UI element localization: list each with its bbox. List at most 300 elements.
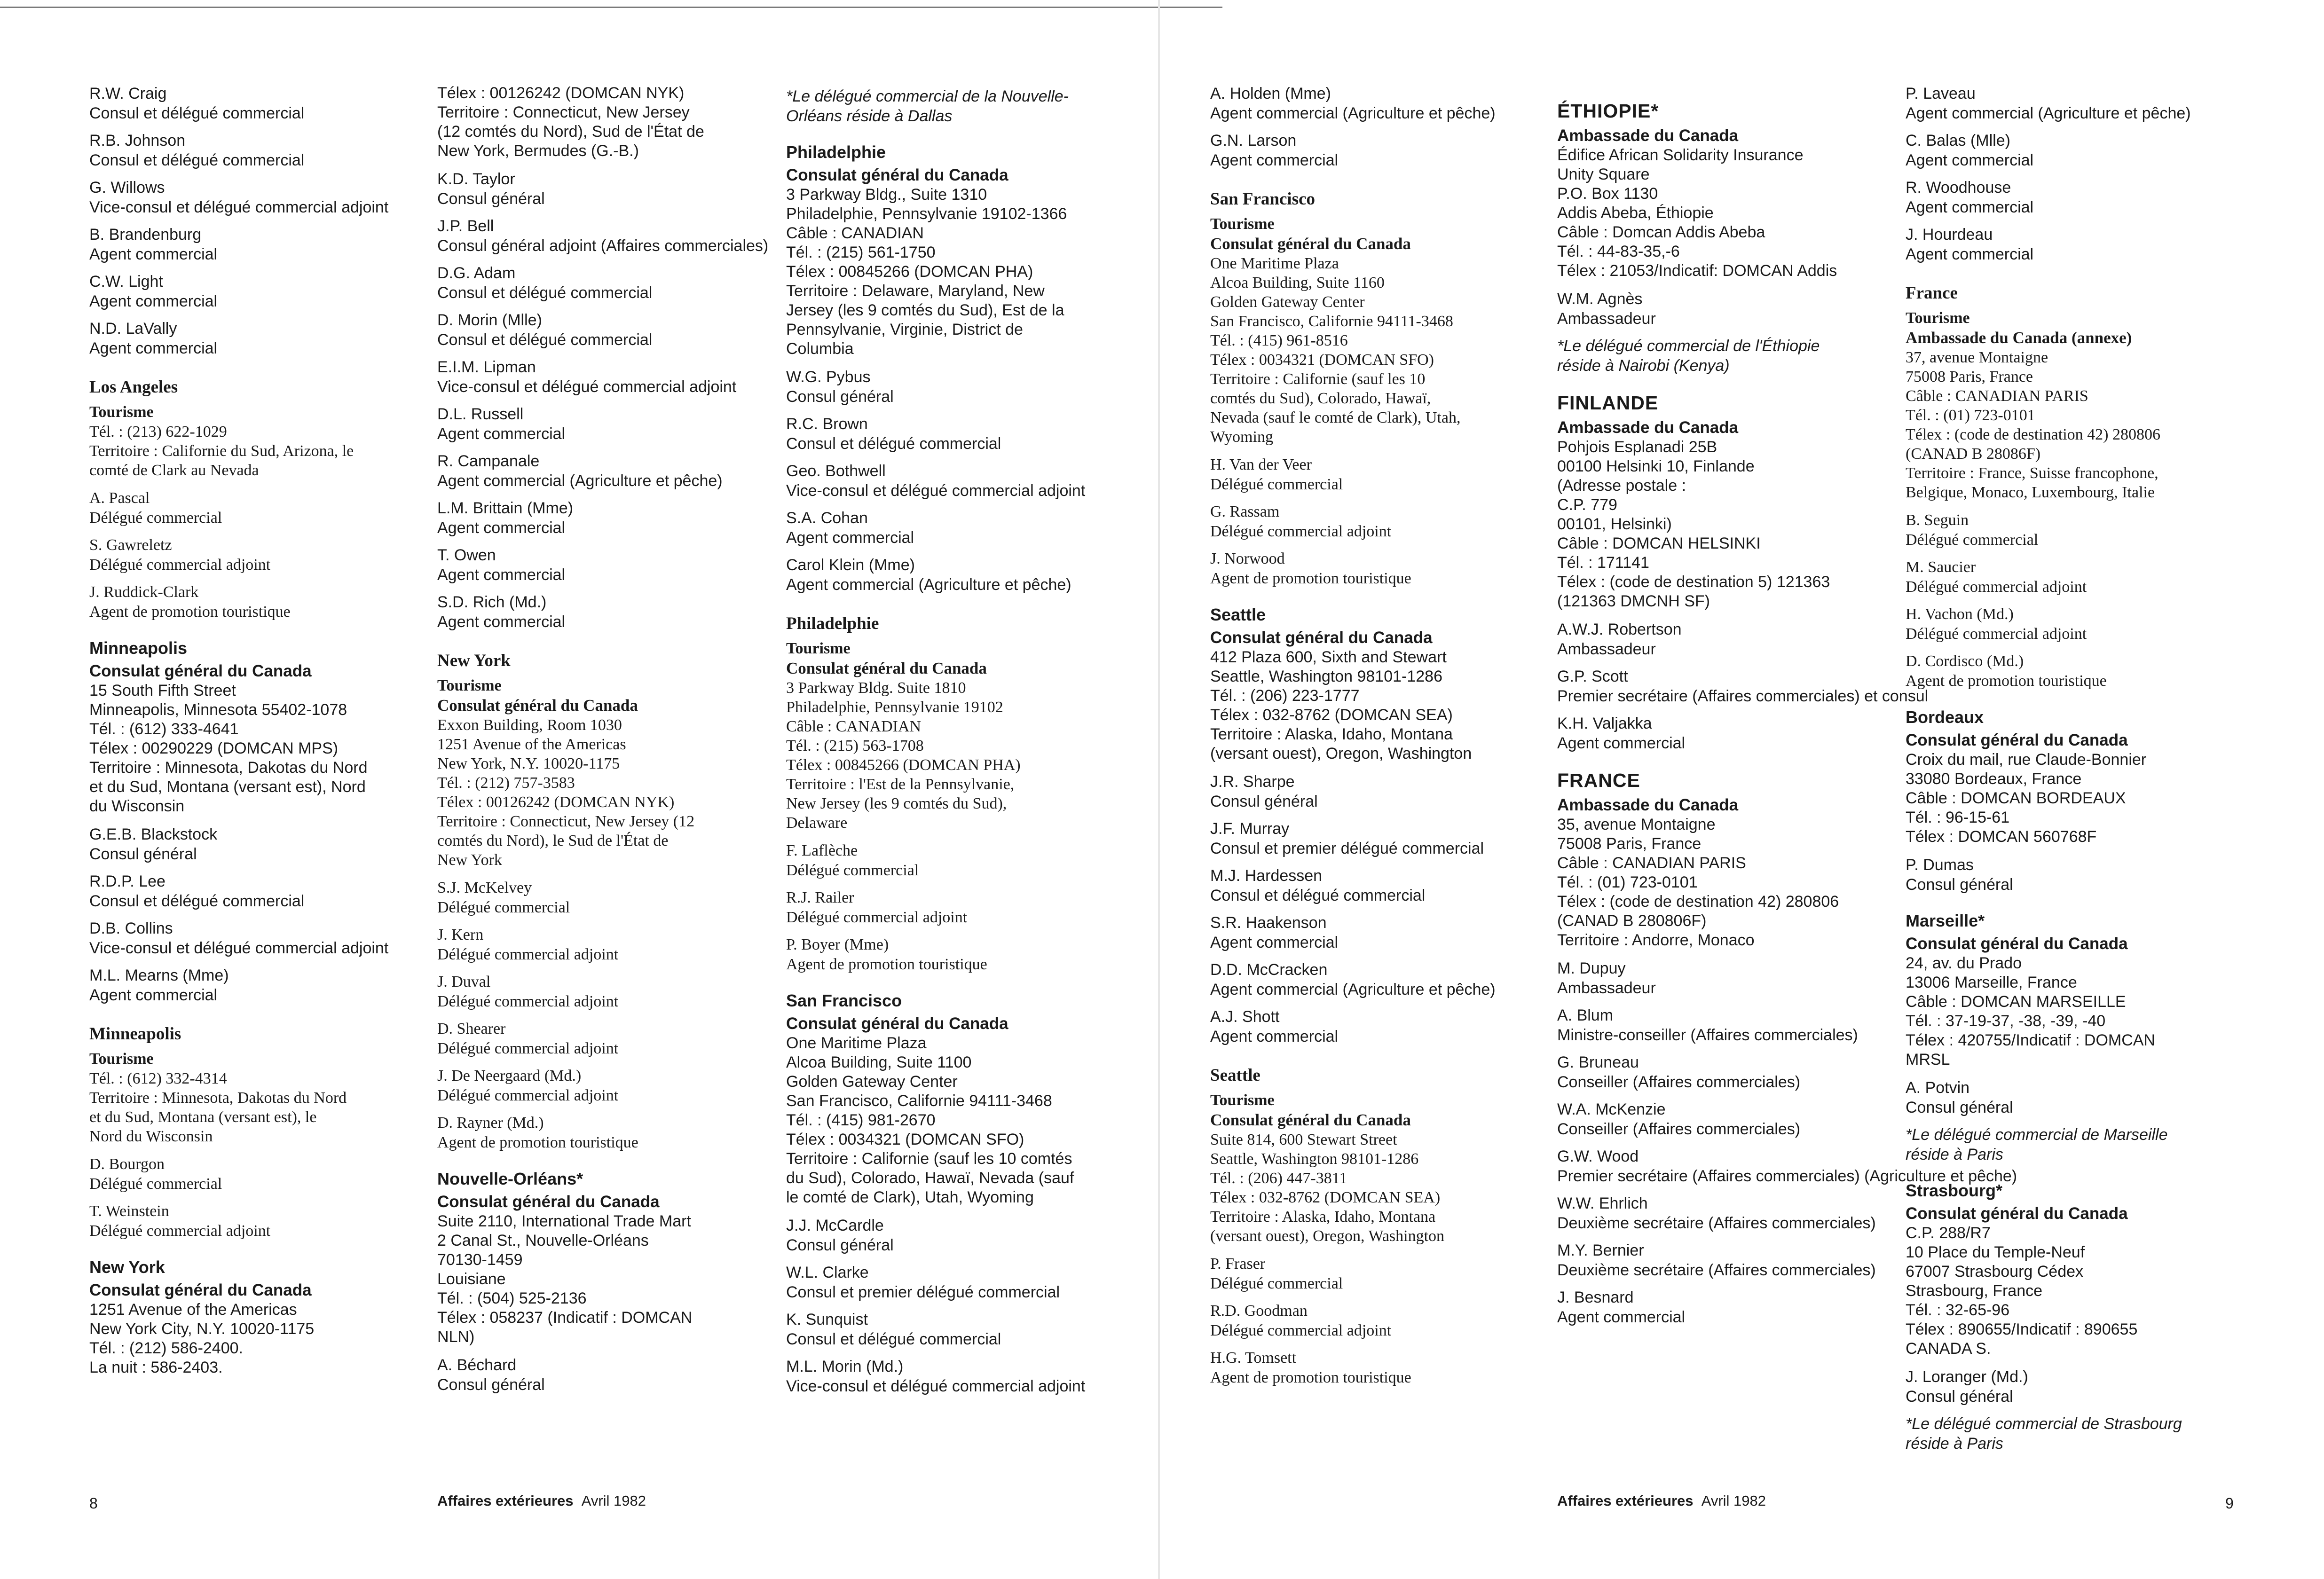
staff-role: Agent de promotion touristique [1210, 1369, 1411, 1386]
staff-name: M.L. Mearns (Mme) [89, 966, 229, 984]
address-line: et du Sud, Montana (versant est), le [89, 1108, 317, 1126]
staff-entry [437, 972, 785, 1012]
staff-role: Agent commercial [89, 245, 218, 263]
staff-role: Consul et premier délégué commercial [786, 1283, 1060, 1301]
page-number-left: 8 [89, 1495, 98, 1512]
address-line: Édifice African Solidarity Insurance [1557, 146, 1804, 164]
staff-role: Agent commercial [786, 529, 914, 547]
address-line: 37, avenue Montaigne [1906, 349, 2048, 366]
office-block [786, 639, 1134, 833]
city-heading: San Francisco [1210, 189, 1316, 209]
address-line: Télex : 00126242 (DOMCAN NYK) [437, 84, 685, 102]
staff-role: Délégué commercial [89, 1175, 222, 1193]
staff-name: D. Rayner (Md.) [437, 1114, 544, 1131]
address-line: Câble : CANADIAN PARIS [1906, 387, 2088, 405]
address-line: Télex : 00845266 (DOMCAN PHA) [786, 263, 1033, 281]
staff-role: Délégué commercial adjoint [1210, 523, 1392, 540]
staff-entry [1906, 84, 2253, 123]
staff-entry [1557, 1288, 1905, 1327]
staff-name: J. Ruddick-Clark [89, 583, 199, 601]
footnote-line: réside à Nairobi (Kenya) [1557, 357, 1730, 375]
country-heading: FRANCE [1557, 770, 1640, 791]
staff-entry [1557, 958, 1905, 998]
footnote-line: réside à Paris [1906, 1435, 2003, 1453]
address-line: Tél. : (01) 723-0101 [1557, 873, 1698, 891]
address-line: Strasbourg, France [1906, 1282, 2043, 1300]
staff-entry [1210, 131, 1558, 170]
staff-role: Agent commercial [1210, 151, 1339, 169]
staff-entry [1557, 667, 1929, 706]
office-block [437, 1192, 785, 1347]
staff-role: Deuxième secrétaire (Affaires commerciales) [1557, 1261, 1876, 1279]
country-heading: FINLANDE [1557, 392, 1659, 414]
staff-entry [89, 272, 437, 311]
staff-role: Consul et délégué commercial [89, 104, 305, 122]
staff-role: Délégué commercial adjoint [1906, 625, 2087, 643]
staff-name: A.J. Shott [1210, 1008, 1280, 1026]
office-name: Consulat général du Canada [89, 662, 312, 680]
staff-entry [1210, 772, 1558, 811]
staff-role: Agent commercial [89, 339, 218, 357]
staff-role: Consul général [1906, 876, 2013, 894]
office-name: Ambassade du Canada [1557, 126, 1739, 145]
address-line: Territoire : Minnesota, Dakotas du Nord [89, 1089, 347, 1107]
staff-name: R.C. Brown [786, 415, 868, 433]
footnote [1906, 1414, 2253, 1453]
address-line: Télex : 032-8762 (DOMCAN SEA) [1210, 706, 1453, 724]
address-line: Territoire : France, Suisse francophone, [1906, 464, 2159, 482]
staff-role: Consul général [437, 1376, 545, 1394]
address-line: Tél. : 32-65-96 [1906, 1301, 2010, 1319]
staff-name: C. Balas (Mlle) [1906, 132, 2010, 149]
staff-name: D.L. Russell [437, 405, 524, 423]
staff-entry [786, 508, 1134, 548]
staff-entry [89, 131, 437, 170]
address-line: Télex : 420755/Indicatif : DOMCAN [1906, 1031, 2156, 1049]
address-line: La nuit : 586-2403. [89, 1359, 223, 1376]
address-line: C.P. 779 [1557, 496, 1617, 514]
address-line: New York City, N.Y. 10020-1175 [89, 1320, 315, 1338]
office-block [89, 1049, 437, 1146]
staff-role: Ambassadeur [1557, 979, 1656, 997]
address-line: 13006 Marseille, France [1906, 974, 2077, 991]
staff-entry [437, 592, 785, 632]
address-line: Addis Abeba, Éthiopie [1557, 204, 1714, 222]
staff-name: S. Gawreletz [89, 536, 172, 554]
address-line: du Wisconsin [89, 797, 185, 815]
staff-entry [437, 1066, 785, 1106]
office-block [1557, 418, 1905, 611]
staff-entry [1210, 549, 1558, 589]
office-block [1906, 308, 2253, 502]
address-line: 67007 Strasbourg Cédex [1906, 1263, 2084, 1280]
address-line: Câble : CANADIAN [786, 718, 922, 735]
address-line: Câble : DOMCAN MARSEILLE [1906, 993, 2126, 1011]
footnote-line: *Le délégué commercial de l'Éthiopie [1557, 337, 1820, 355]
address-line: Territoire : Andorre, Monaco [1557, 931, 1755, 949]
staff-entry [437, 1019, 785, 1059]
country-heading: ÉTHIOPIE* [1557, 100, 1659, 122]
staff-name: W.W. Ehrlich [1557, 1194, 1648, 1212]
staff-role: Délégué commercial adjoint [437, 946, 619, 963]
address-line: (12 comtés du Nord), Sud de l'État de [437, 123, 704, 141]
staff-entry [1210, 455, 1558, 495]
staff-role: Consul général [786, 388, 894, 406]
address-line: New York [437, 851, 502, 869]
address-line: (CANAD B 28086F) [1906, 445, 2041, 463]
address-line: 24, av. du Prado [1906, 954, 2022, 972]
staff-name: H. Van der Veer [1210, 456, 1312, 473]
staff-role: Délégué commercial adjoint [89, 556, 271, 573]
staff-name: R. Campanale [437, 452, 540, 470]
staff-entry [786, 414, 1134, 454]
address-line: 70130-1459 [437, 1251, 523, 1269]
staff-name: J. Besnard [1557, 1288, 1634, 1306]
page-number-right: 9 [2225, 1495, 2234, 1512]
staff-name: M.J. Hardessen [1210, 867, 1323, 885]
staff-role: Ambassadeur [1557, 640, 1656, 658]
office-name: Consulat général du Canada [786, 659, 987, 677]
address-line: 75008 Paris, France [1557, 835, 1702, 853]
address-line: Télex : 00845266 (DOMCAN PHA) [786, 756, 1021, 774]
staff-role: Délégué commercial adjoint [437, 993, 619, 1010]
address-line: 3 Parkway Bldg. Suite 1810 [786, 679, 966, 697]
staff-name: P. Laveau [1906, 85, 1976, 102]
city-heading: Marseille* [1906, 911, 1985, 930]
address-line: Tél. : (415) 961-8516 [1210, 332, 1348, 349]
staff-role: Délégué commercial adjoint [1210, 1322, 1392, 1339]
staff-role: Consul et délégué commercial [89, 892, 305, 910]
address-line: comtés du Nord), le Sud de l'État de [437, 832, 669, 849]
address-line: San Francisco, Californie 94111-3468 [786, 1092, 1052, 1110]
office-name: Consulat général du Canada [1906, 1204, 2128, 1223]
address-line: Tél. : (504) 525-2136 [437, 1289, 587, 1307]
staff-role: Consul général [1906, 1388, 2013, 1406]
staff-role: Premier secrétaire (Affaires commerciales) (Agriculture et pêche) [1557, 1167, 2017, 1185]
city-heading: Minneapolis [89, 638, 188, 658]
office-block [1210, 1091, 1558, 1246]
address-line: Alcoa Building, Suite 1160 [1210, 274, 1385, 291]
address-line: Télex : DOMCAN 560768F [1906, 828, 2097, 846]
staff-name: W.M. Agnès [1557, 290, 1643, 308]
city-heading: Philadelphie [786, 142, 886, 162]
address-line: Suite 2110, International Trade Mart [437, 1212, 691, 1230]
address-line: Télex : 00126242 (DOMCAN NYK) [437, 793, 675, 811]
address-line: et du Sud, Montana (versant est), Nord [89, 778, 366, 796]
staff-role: Agent de promotion touristique [1210, 570, 1411, 587]
address-line: C.P. 288/R7 [1906, 1224, 1991, 1242]
staff-role: Agent de promotion touristique [437, 1134, 638, 1151]
staff-name: L.M. Brittain (Mme) [437, 499, 574, 517]
staff-entry [1906, 558, 2253, 597]
staff-entry [437, 545, 785, 585]
address-line: Tél. : (01) 723-0101 [1906, 407, 2035, 424]
address-line: Louisiane [437, 1270, 506, 1288]
staff-role: Délégué commercial [1210, 476, 1343, 493]
address-line: Territoire : Connecticut, New Jersey [437, 103, 690, 121]
staff-name: G. Willows [89, 179, 165, 196]
address-line: Tél. : 171141 [1557, 554, 1649, 572]
staff-entry [89, 225, 437, 264]
staff-name: P. Boyer (Mme) [786, 936, 889, 953]
address-line: Tél. : 44-83-35,-6 [1557, 243, 1680, 260]
staff-name: Geo. Bothwell [786, 462, 886, 480]
staff-entry [1906, 855, 2253, 895]
staff-role: Agent de promotion touristique [1906, 672, 2107, 690]
staff-role: Agent de promotion touristique [786, 956, 987, 973]
address-line: (CANAD B 280806F) [1557, 912, 1707, 930]
city-heading: San Francisco [786, 991, 902, 1010]
address-line: MRSL [1906, 1051, 1950, 1068]
staff-name: R.D.P. Lee [89, 872, 165, 890]
address-line: Golden Gateway Center [1210, 293, 1365, 311]
footnote-line: *Le délégué commercial de Strasbourg [1906, 1415, 2182, 1433]
staff-name: W.G. Pybus [786, 368, 871, 386]
staff-entry [437, 404, 785, 444]
staff-name: G. Bruneau [1557, 1053, 1639, 1071]
staff-entry [1210, 1007, 1558, 1046]
city-heading: Bordeaux [1906, 707, 1984, 727]
staff-name: J. Duval [437, 973, 491, 990]
staff-entry [1557, 714, 1905, 753]
office-block [89, 1280, 437, 1377]
staff-name: R. Woodhouse [1906, 179, 2011, 196]
scan-top-rule [0, 7, 1222, 8]
staff-entry [786, 935, 1134, 974]
address-line: 15 South Fifth Street [89, 682, 236, 699]
staff-entry [786, 461, 1134, 501]
footnote [1557, 336, 1905, 376]
address-line: (versant ouest), Oregon, Washington [1210, 745, 1472, 762]
address-line: 00101, Helsinki) [1557, 515, 1672, 533]
office-name: Consulat général du Canada [1210, 1111, 1411, 1129]
staff-name: D. Bourgon [89, 1155, 165, 1173]
staff-entry [1906, 511, 2253, 550]
address-line: 75008 Paris, France [1906, 368, 2033, 385]
staff-name: J. Loranger (Md.) [1906, 1368, 2028, 1386]
staff-role: Délégué commercial adjoint [786, 909, 968, 926]
city-heading: Strasbourg* [1906, 1181, 2003, 1200]
staff-name: R.W. Craig [89, 85, 167, 102]
staff-name: G.W. Wood [1557, 1147, 1639, 1165]
address-line: Territoire : Connecticut, New Jersey (12 [437, 813, 695, 830]
staff-role: Deuxième secrétaire (Affaires commerciales) [1557, 1214, 1876, 1232]
address-line: 35, avenue Montaigne [1557, 816, 1716, 833]
address-line: Télex : 0034321 (DOMCAN SFO) [1210, 351, 1434, 369]
staff-entry [89, 966, 437, 1005]
address-line: Territoire : Minnesota, Dakotas du Nord [89, 759, 368, 777]
page-8-column-1 [89, 84, 437, 1386]
address-line: Tél. : (415) 981-2670 [786, 1111, 936, 1129]
staff-role: Consul et délégué commercial [786, 435, 1001, 453]
staff-entry [786, 1357, 1134, 1396]
staff-name: E.I.M. Lipman [437, 358, 536, 376]
staff-name: D. Cordisco (Md.) [1906, 652, 2024, 670]
office-subheading: Tourisme [1210, 1092, 1275, 1109]
staff-role: Consul général [89, 845, 197, 863]
footnote [1906, 1125, 2253, 1164]
staff-name: J. Hourdeau [1906, 226, 1993, 244]
footnote-line: *Le délégué commercial de Marseille [1906, 1126, 2168, 1144]
address-line: 1251 Avenue of the Americas [89, 1301, 297, 1319]
office-block [89, 402, 437, 480]
address-line: Tél. : (206) 447-3811 [1210, 1170, 1347, 1187]
city-heading: New York [437, 651, 511, 670]
staff-role: Délégué commercial [1906, 531, 2039, 549]
address-line: Seattle, Washington 98101-1286 [1210, 1150, 1419, 1168]
address-line: Tél. : (215) 563-1708 [786, 737, 924, 754]
address-line: Golden Gateway Center [786, 1073, 958, 1091]
staff-entry [786, 1216, 1134, 1255]
staff-name: B. Seguin [1906, 511, 1969, 529]
office-name: Ambassade du Canada [1557, 418, 1739, 437]
staff-name: R.J. Railer [786, 889, 854, 906]
address-line: San Francisco, Californie 94111-3468 [1210, 313, 1453, 330]
staff-entry [437, 451, 785, 491]
staff-entry [1906, 605, 2253, 644]
address-line: New York, Bermudes (G.-B.) [437, 142, 639, 160]
staff-role: Ambassadeur [1557, 310, 1656, 328]
address-line: Territoire : l'Est de la Pennsylvanie, [786, 776, 1015, 793]
staff-entry [786, 841, 1134, 880]
staff-role: Conseiller (Affaires commerciales) [1557, 1073, 1801, 1091]
staff-role: Délégué commercial adjoint [437, 1040, 619, 1057]
staff-entry [437, 1113, 785, 1153]
staff-entry [89, 1155, 437, 1194]
staff-entry [89, 825, 437, 864]
office-name: Consulat général du Canada [1210, 235, 1411, 253]
city-heading: Philadelphie [786, 614, 879, 633]
address-line: Seattle, Washington 98101-1286 [1210, 668, 1442, 685]
staff-role: Agent commercial (Agriculture et pêche) [786, 576, 1071, 594]
staff-name: H. Vachon (Md.) [1906, 605, 2014, 623]
staff-entry [89, 535, 437, 575]
page-gutter [1158, 0, 1160, 1579]
staff-name: S.J. McKelvey [437, 879, 532, 896]
staff-entry [1210, 960, 1558, 999]
footer-right [1557, 1493, 1766, 1509]
staff-name: T. Weinstein [89, 1202, 169, 1220]
staff-role: Ministre-conseiller (Affaires commerciales) [1557, 1026, 1858, 1044]
staff-role: Vice-consul et délégué commercial adjoint [89, 939, 389, 957]
staff-name: T. Owen [437, 546, 496, 564]
staff-role: Consul général [1210, 793, 1318, 810]
city-heading: France [1906, 283, 1958, 303]
address-line: Tél. : (612) 332-4314 [89, 1070, 227, 1087]
staff-role: Consul et délégué commercial [437, 331, 653, 349]
address-line: Tél. : 96-15-61 [1906, 809, 2010, 826]
page-9-column-1 [1210, 84, 1558, 1395]
staff-entry [786, 888, 1134, 927]
staff-name: A. Holden (Mme) [1210, 85, 1331, 102]
address-line: Territoire : Californie du Sud, Arizona, le [89, 442, 354, 460]
staff-role: Consul général [1906, 1099, 2013, 1116]
address-line: Tél. : (612) 333-4641 [89, 720, 239, 738]
staff-role: Conseiller (Affaires commerciales) [1557, 1120, 1801, 1138]
staff-entry [89, 319, 437, 358]
address-line: P.O. Box 1130 [1557, 185, 1658, 203]
staff-name: D.D. McCracken [1210, 961, 1328, 979]
staff-entry [1557, 620, 1905, 659]
address-line: Croix du mail, rue Claude-Bonnier [1906, 751, 2147, 769]
office-block [437, 676, 785, 870]
staff-name: D. Morin (Mlle) [437, 311, 542, 329]
address-line: Télex : 0034321 (DOMCAN SFO) [786, 1131, 1024, 1148]
footnote [786, 86, 1134, 126]
staff-entry [1906, 178, 2253, 217]
staff-role: Consul général adjoint (Affaires commerciales) [437, 237, 769, 255]
staff-name: Carol Klein (Mme) [786, 556, 915, 574]
staff-entry [437, 925, 785, 965]
staff-role: Délégué commercial [89, 509, 222, 526]
staff-role: Consul et délégué commercial [437, 284, 653, 302]
staff-role: Agent commercial [89, 292, 218, 310]
staff-entry [1210, 913, 1558, 952]
staff-name: H.G. Tomsett [1210, 1349, 1297, 1367]
staff-entry [437, 498, 785, 538]
staff-entry [786, 1310, 1134, 1349]
address-line: 3 Parkway Bldg., Suite 1310 [786, 186, 987, 204]
address-line: Télex : 00290229 (DOMCAN MPS) [89, 739, 339, 757]
staff-role: Agent commercial (Agriculture et pêche) [1210, 981, 1496, 998]
staff-role: Vice-consul et délégué commercial adjoint [786, 482, 1086, 500]
staff-name: P. Dumas [1906, 856, 1974, 874]
office-name: Consulat général du Canada [1906, 935, 2128, 953]
staff-name: G.N. Larson [1210, 132, 1297, 149]
staff-name: W.L. Clarke [786, 1264, 869, 1281]
staff-entry [89, 1202, 437, 1241]
address-line: Nevada (sauf le comté de Clark), Utah, [1210, 409, 1461, 426]
address-line: comté de Clark au Nevada [89, 462, 259, 479]
staff-entry [89, 582, 437, 622]
staff-entry [1906, 225, 2253, 264]
city-heading: Minneapolis [89, 1024, 181, 1044]
address-line: (Adresse postale : [1557, 477, 1686, 495]
staff-role: Agent commercial (Agriculture et pêche) [1210, 104, 1496, 122]
office-name: Consulat général du Canada [786, 166, 1008, 184]
staff-name: F. Laflèche [786, 842, 858, 859]
address-line: 10 Place du Temple-Neuf [1906, 1243, 2085, 1261]
staff-name: J.F. Murray [1210, 820, 1290, 838]
staff-role: Agent commercial [437, 566, 566, 584]
staff-entry [1557, 1053, 1905, 1092]
office-block [1906, 934, 2253, 1069]
staff-name: J. Norwood [1210, 550, 1285, 567]
staff-role: Agent de promotion touristique [89, 603, 291, 621]
staff-name: K.D. Taylor [437, 170, 515, 188]
staff-name: J.P. Bell [437, 217, 494, 235]
office-subheading: Tourisme [89, 403, 154, 421]
address-line: Tél. : (215) 561-1750 [786, 244, 936, 261]
footer-publication: Affaires extérieures [437, 1493, 574, 1509]
staff-role: Agent commercial [1557, 1308, 1686, 1326]
staff-name: J.R. Sharpe [1210, 773, 1295, 791]
office-name: Ambassade du Canada [1557, 796, 1739, 814]
staff-role: Agent commercial [1557, 734, 1686, 752]
office-subheading: Tourisme [1210, 215, 1275, 233]
staff-entry [1906, 652, 2253, 691]
staff-name: D.G. Adam [437, 264, 516, 282]
address-line: Columbia [786, 340, 854, 358]
office-subheading: Tourisme [786, 640, 851, 657]
staff-role: Agent commercial [437, 425, 566, 443]
staff-name: D.B. Collins [89, 919, 173, 937]
staff-role: Délégué commercial adjoint [437, 1087, 619, 1104]
staff-role: Vice-consul et délégué commercial adjoint [786, 1377, 1086, 1395]
staff-name: N.D. LaVally [89, 320, 177, 338]
staff-name: J. De Neergaard (Md.) [437, 1067, 582, 1084]
office-block [437, 84, 785, 161]
